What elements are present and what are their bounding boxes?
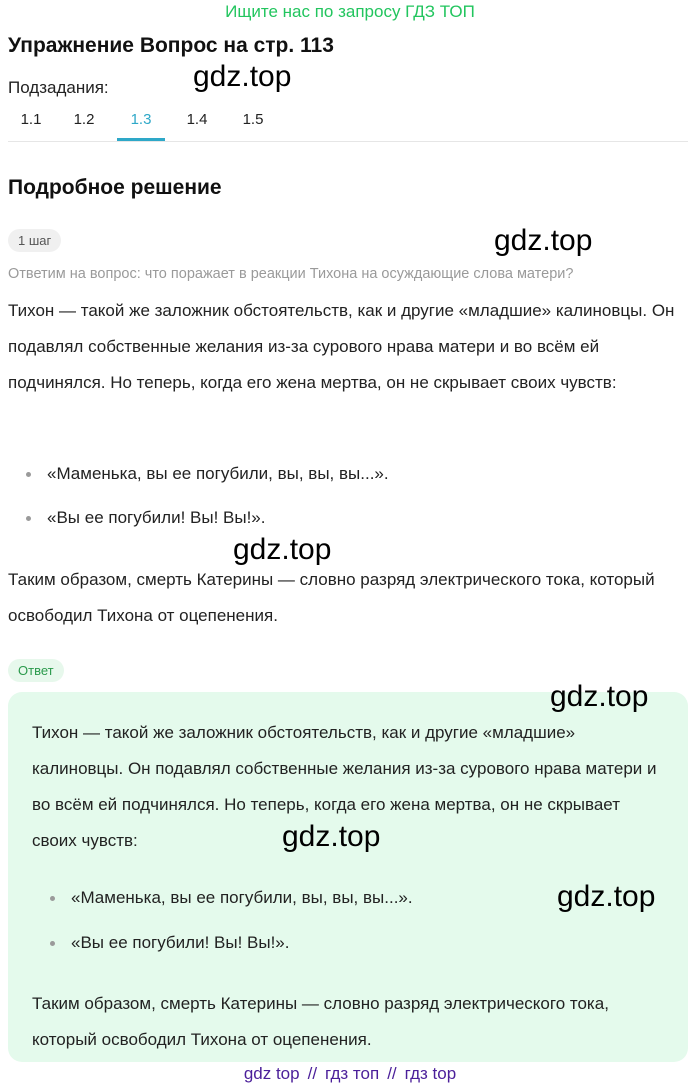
answer-paragraph: Тихон — такой же заложник обстоятельств, как и другие «младшие» калиновцы. Он подавлял собственные желания из-за сурового нрава матери и во всём ей подчинялся. Но теперь, когда его жена мертва, он не скрывает своих чувств: — [32, 723, 657, 850]
tab-1-2[interactable]: 1.2 — [73, 111, 95, 128]
list-item-text: «Вы ее погубили! Вы! Вы!». — [71, 933, 290, 952]
footer-link-gdz-top-ru[interactable]: гдз топ — [325, 1064, 380, 1083]
section-title: Подробное решение — [8, 176, 222, 199]
footer-link-gdz-top-mixed[interactable]: гдз top — [404, 1064, 457, 1083]
list-item — [26, 508, 265, 528]
watermark: gdz.top — [550, 680, 649, 713]
step-badge: 1 шаг — [8, 229, 61, 252]
list-item — [50, 933, 289, 953]
tab-1-4[interactable]: 1.4 — [186, 111, 208, 128]
watermark: gdz.top — [494, 224, 593, 257]
bullet-dot-icon — [50, 941, 55, 946]
active-tab-indicator — [117, 138, 165, 141]
watermark: gdz.top — [193, 60, 292, 93]
footer-links — [0, 1064, 700, 1084]
list-item-text: «Вы ее погубили! Вы! Вы!». — [47, 508, 266, 527]
page-title: Упражнение Вопрос на стр. 113 — [8, 34, 334, 57]
list-item — [50, 888, 413, 908]
list-item-text: «Маменька, вы ее погубили, вы, вы, вы...». — [47, 464, 389, 483]
footer-separator: // — [307, 1064, 318, 1083]
question-text: Ответим на вопрос: что поражает в реакции Тихона на осуждающие слова матери? — [8, 266, 574, 282]
answer-badge: Ответ — [8, 659, 64, 682]
footer-separator: // — [387, 1064, 397, 1083]
list-item — [26, 464, 389, 484]
tab-1-3[interactable]: 1.3 — [130, 111, 152, 128]
watermark: gdz.top — [282, 820, 381, 853]
bullet-dot-icon — [26, 516, 31, 521]
subtask-tabs — [8, 103, 688, 142]
answer-conclusion: Таким образом, смерть Катерины — словно разряд электрического тока, который освободил Тихона от оцепенения. — [32, 994, 609, 1049]
bullet-dot-icon — [50, 896, 55, 901]
solution-paragraph: Тихон — такой же заложник обстоятельств, как и другие «младшие» калиновцы. Он подавлял собственные желания из-за сурового нрава матери и во всём ей подчинялся. Но теперь, когда его жена мертва, он не скрывает своих чувств: — [8, 301, 675, 392]
watermark: gdz.top — [233, 533, 332, 566]
watermark: gdz.top — [557, 880, 656, 913]
subtasks-label: Подзадания: — [8, 78, 109, 97]
solution-conclusion: Таким образом, смерть Катерины — словно разряд электрического тока, который освободил Тихона от оцепенения. — [8, 570, 655, 625]
footer-link-gdz-top[interactable]: gdz top — [243, 1064, 300, 1083]
bullet-dot-icon — [26, 472, 31, 477]
list-item-text: «Маменька, вы ее погубили, вы, вы, вы...». — [71, 888, 413, 907]
tab-1-1[interactable]: 1.1 — [20, 111, 42, 128]
search-banner[interactable]: Ищите нас по запросу ГДЗ ТОП — [225, 2, 475, 21]
tab-1-5[interactable]: 1.5 — [242, 111, 264, 128]
